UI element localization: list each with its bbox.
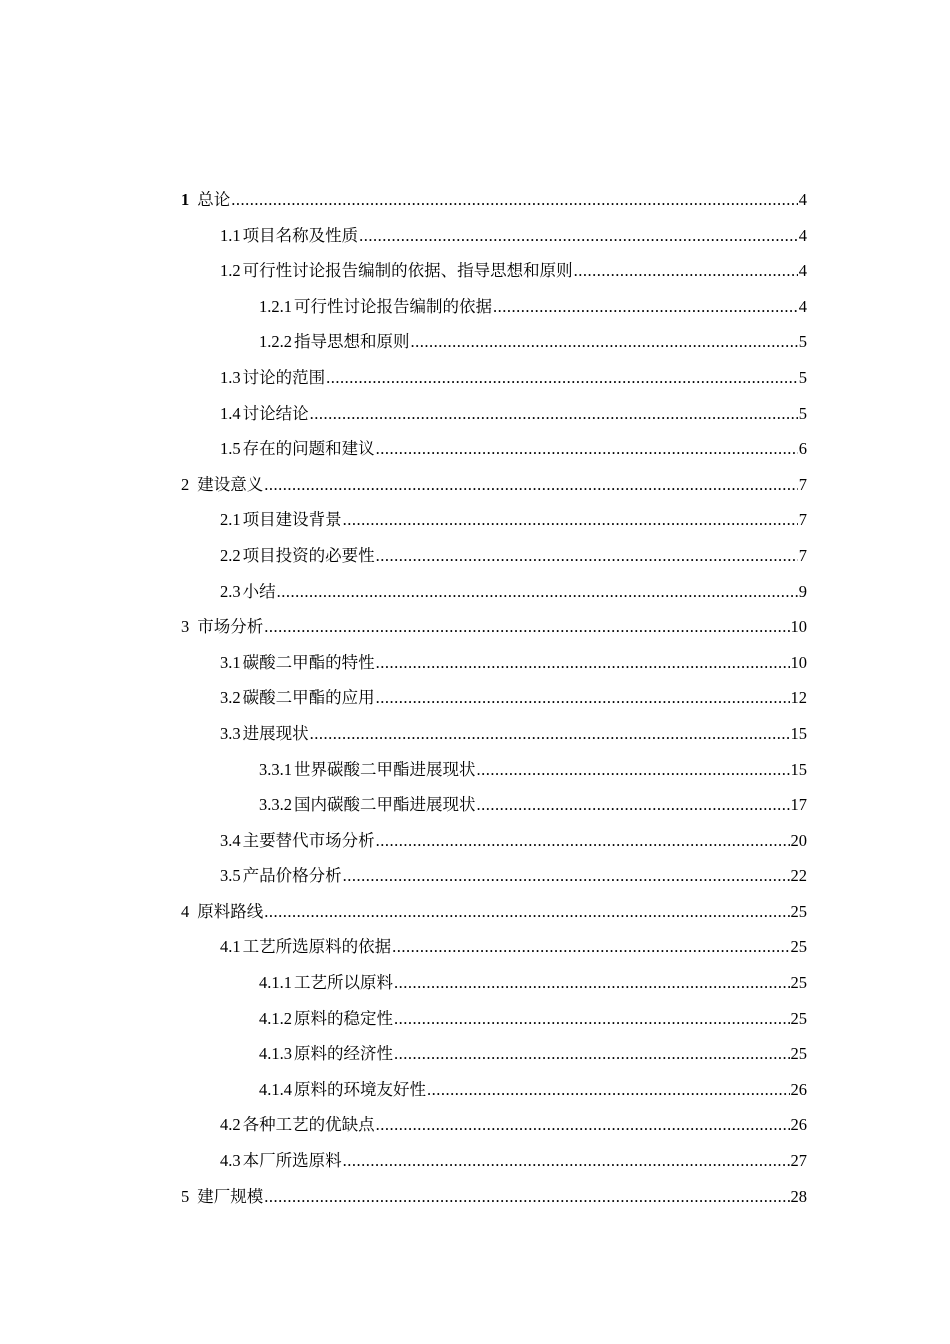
toc-entry-number: 4.3 bbox=[220, 1151, 241, 1171]
toc-entry-title: 可行性讨论报告编制的依据 bbox=[294, 296, 492, 316]
toc-entry-page-number: 27 bbox=[790, 1151, 807, 1171]
toc-entry-number: 3.3.2 bbox=[259, 795, 292, 815]
dot-leader bbox=[394, 1001, 790, 1037]
toc-entry-number: 4.1 bbox=[220, 937, 241, 957]
toc-entry-number: 3.2 bbox=[220, 688, 241, 708]
toc-entry-title: 进展现状 bbox=[242, 723, 309, 743]
toc-entry[interactable] bbox=[181, 182, 807, 218]
toc-entry-page-number: 26 bbox=[790, 1079, 807, 1099]
toc-entry-page-number: 7 bbox=[798, 474, 807, 494]
dot-leader bbox=[427, 1072, 790, 1108]
dot-leader bbox=[277, 574, 798, 610]
toc-entry-page-number: 26 bbox=[790, 1115, 807, 1135]
toc-entry-title: 世界碳酸二甲酯进展现状 bbox=[294, 759, 476, 779]
toc-entry-page-number: 7 bbox=[798, 545, 807, 565]
toc-entry[interactable] bbox=[181, 467, 807, 503]
dot-leader bbox=[310, 396, 798, 432]
toc-entry-number: 3.3 bbox=[220, 723, 241, 743]
toc-entry-number: 1.5 bbox=[220, 439, 241, 459]
toc-entry-title: 讨论结论 bbox=[242, 403, 309, 423]
toc-entry-number: 1.2.1 bbox=[259, 296, 292, 316]
toc-entry[interactable] bbox=[181, 538, 807, 574]
toc-entry[interactable] bbox=[181, 894, 807, 930]
toc-entry[interactable] bbox=[181, 502, 807, 538]
toc-entry-number: 4.1.1 bbox=[259, 973, 292, 993]
toc-entry-page-number: 10 bbox=[790, 617, 807, 637]
toc-entry-page-number: 17 bbox=[790, 795, 807, 815]
toc-entry-number: 4.1.3 bbox=[259, 1044, 292, 1064]
toc-entry-title: 建厂规模 bbox=[197, 1186, 264, 1206]
dot-leader bbox=[376, 538, 798, 574]
toc-entry-page-number: 5 bbox=[798, 367, 807, 387]
toc-entry-number: 2.2 bbox=[220, 545, 241, 565]
toc-entry[interactable] bbox=[181, 253, 807, 289]
toc-entry-title: 本厂所选原料 bbox=[242, 1151, 342, 1171]
toc-entry-page-number: 25 bbox=[790, 1008, 807, 1028]
toc-entry-page-number: 22 bbox=[790, 866, 807, 886]
toc-entry-page-number: 9 bbox=[798, 581, 807, 601]
dot-leader bbox=[359, 218, 798, 254]
toc-entry-title: 讨论的范围 bbox=[242, 367, 326, 387]
dot-leader bbox=[376, 680, 790, 716]
toc-entry[interactable] bbox=[181, 645, 807, 681]
toc-entry-page-number: 5 bbox=[798, 332, 807, 352]
toc-entry-number: 4.2 bbox=[220, 1115, 241, 1135]
dot-leader bbox=[310, 716, 790, 752]
toc-entry-title: 存在的问题和建议 bbox=[242, 439, 375, 459]
toc-entry-title: 碳酸二甲酯的特性 bbox=[242, 652, 375, 672]
toc-entry[interactable] bbox=[181, 752, 807, 788]
dot-leader bbox=[493, 289, 798, 325]
toc-entry-page-number: 4 bbox=[798, 190, 807, 209]
dot-leader bbox=[477, 752, 790, 788]
toc-entry-number: 5 bbox=[181, 1186, 190, 1206]
dot-leader bbox=[574, 253, 798, 289]
toc-entry-title: 指导思想和原则 bbox=[294, 332, 410, 352]
toc-entry-number: 1.3 bbox=[220, 367, 241, 387]
toc-entry[interactable] bbox=[181, 1001, 807, 1037]
toc-entry[interactable] bbox=[181, 609, 807, 645]
toc-entry-title: 原料的稳定性 bbox=[294, 1008, 393, 1028]
dot-leader bbox=[231, 182, 798, 218]
toc-entry-page-number: 25 bbox=[790, 901, 807, 921]
toc-entry-title: 市场分析 bbox=[197, 617, 264, 637]
toc-entry[interactable] bbox=[181, 823, 807, 859]
toc-entry-title: 原料路线 bbox=[197, 901, 264, 921]
toc-entry-page-number: 6 bbox=[798, 439, 807, 459]
toc-entry[interactable] bbox=[181, 431, 807, 467]
toc-entry-page-number: 20 bbox=[790, 830, 807, 850]
dot-leader bbox=[376, 431, 798, 467]
toc-entry-page-number: 12 bbox=[790, 688, 807, 708]
toc-entry-page-number: 15 bbox=[790, 759, 807, 779]
toc-entry-title: 总论 bbox=[197, 190, 231, 209]
toc-entry-title: 主要替代市场分析 bbox=[242, 830, 375, 850]
toc-entry-title: 项目建设背景 bbox=[242, 510, 342, 530]
toc-entry-page-number: 4 bbox=[798, 225, 807, 245]
toc-entry-title: 原料的经济性 bbox=[294, 1044, 393, 1064]
toc-entry[interactable] bbox=[181, 396, 807, 432]
toc-entry-title: 项目投资的必要性 bbox=[242, 545, 375, 565]
toc-entry-number: 2.1 bbox=[220, 510, 241, 530]
toc-entry-title: 产品价格分析 bbox=[242, 866, 342, 886]
dot-leader bbox=[376, 1107, 790, 1143]
toc-entry-number: 1.1 bbox=[220, 225, 241, 245]
toc-entry-number: 1.4 bbox=[220, 403, 241, 423]
toc-entry-number: 2.3 bbox=[220, 581, 241, 601]
toc-entry-title: 工艺所以原料 bbox=[294, 973, 393, 993]
dot-leader bbox=[477, 787, 790, 823]
dot-leader bbox=[392, 929, 789, 965]
toc-entry-title: 国内碳酸二甲酯进展现状 bbox=[294, 795, 476, 815]
toc-entry-title: 小结 bbox=[242, 581, 276, 601]
toc-entry-title: 碳酸二甲酯的应用 bbox=[242, 688, 375, 708]
toc-entry-title: 建设意义 bbox=[197, 474, 264, 494]
toc-entry[interactable] bbox=[181, 324, 807, 360]
toc-entry-page-number: 10 bbox=[790, 652, 807, 672]
toc-entry[interactable] bbox=[181, 858, 807, 894]
dot-leader bbox=[343, 1143, 790, 1179]
toc-entry-page-number: 4 bbox=[798, 261, 807, 281]
toc-entry[interactable] bbox=[181, 680, 807, 716]
toc-entry[interactable] bbox=[181, 574, 807, 610]
toc-entry[interactable] bbox=[181, 965, 807, 1001]
dot-leader bbox=[343, 858, 790, 894]
toc-entry-page-number: 7 bbox=[798, 510, 807, 530]
toc-entry-number: 3.1 bbox=[220, 652, 241, 672]
table-of-contents bbox=[181, 182, 807, 1214]
toc-entry-title: 原料的环境友好性 bbox=[294, 1079, 426, 1099]
toc-entry[interactable] bbox=[181, 787, 807, 823]
toc-entry-page-number: 15 bbox=[790, 723, 807, 743]
toc-entry-title: 各种工艺的优缺点 bbox=[242, 1115, 375, 1135]
toc-entry[interactable] bbox=[181, 1179, 807, 1215]
toc-entry-page-number: 25 bbox=[790, 1044, 807, 1064]
toc-entry-page-number: 28 bbox=[790, 1186, 807, 1206]
dot-leader bbox=[394, 1036, 790, 1072]
toc-entry[interactable] bbox=[181, 716, 807, 752]
toc-entry-title: 工艺所选原料的依据 bbox=[242, 937, 392, 957]
dot-leader bbox=[411, 324, 798, 360]
toc-entry-number: 4.1.4 bbox=[259, 1079, 292, 1099]
dot-leader bbox=[394, 965, 790, 1001]
toc-entry[interactable] bbox=[181, 1143, 807, 1179]
dot-leader bbox=[376, 823, 790, 859]
toc-entry-number: 3.3.1 bbox=[259, 759, 292, 779]
toc-entry-number: 3 bbox=[181, 617, 190, 637]
toc-entry[interactable] bbox=[181, 1036, 807, 1072]
dot-leader bbox=[326, 360, 798, 396]
dot-leader bbox=[264, 609, 789, 645]
toc-entry[interactable] bbox=[181, 360, 807, 396]
dot-leader bbox=[264, 894, 789, 930]
toc-entry-number: 2 bbox=[181, 474, 190, 494]
toc-entry-page-number: 25 bbox=[790, 937, 807, 957]
dot-leader bbox=[376, 645, 790, 681]
dot-leader bbox=[264, 1179, 789, 1215]
dot-leader bbox=[343, 502, 798, 538]
toc-entry-number: 1 bbox=[181, 190, 190, 209]
toc-entry-number: 4.1.2 bbox=[259, 1008, 292, 1028]
toc-entry[interactable] bbox=[181, 1072, 807, 1108]
toc-entry[interactable] bbox=[181, 929, 807, 965]
toc-entry-page-number: 4 bbox=[798, 296, 807, 316]
toc-entry-number: 1.2 bbox=[220, 261, 241, 281]
dot-leader bbox=[264, 467, 798, 503]
toc-entry[interactable] bbox=[181, 1107, 807, 1143]
toc-entry-title: 可行性讨论报告编制的依据、指导思想和原则 bbox=[242, 261, 573, 281]
toc-entry-page-number: 5 bbox=[798, 403, 807, 423]
toc-entry-number: 3.4 bbox=[220, 830, 241, 850]
toc-entry-number: 1.2.2 bbox=[259, 332, 292, 352]
toc-entry-title: 项目名称及性质 bbox=[242, 225, 359, 245]
toc-entry-page-number: 25 bbox=[790, 973, 807, 993]
toc-entry[interactable] bbox=[181, 218, 807, 254]
toc-entry[interactable] bbox=[181, 289, 807, 325]
toc-entry-number: 3.5 bbox=[220, 866, 241, 886]
toc-entry-number: 4 bbox=[181, 901, 190, 921]
